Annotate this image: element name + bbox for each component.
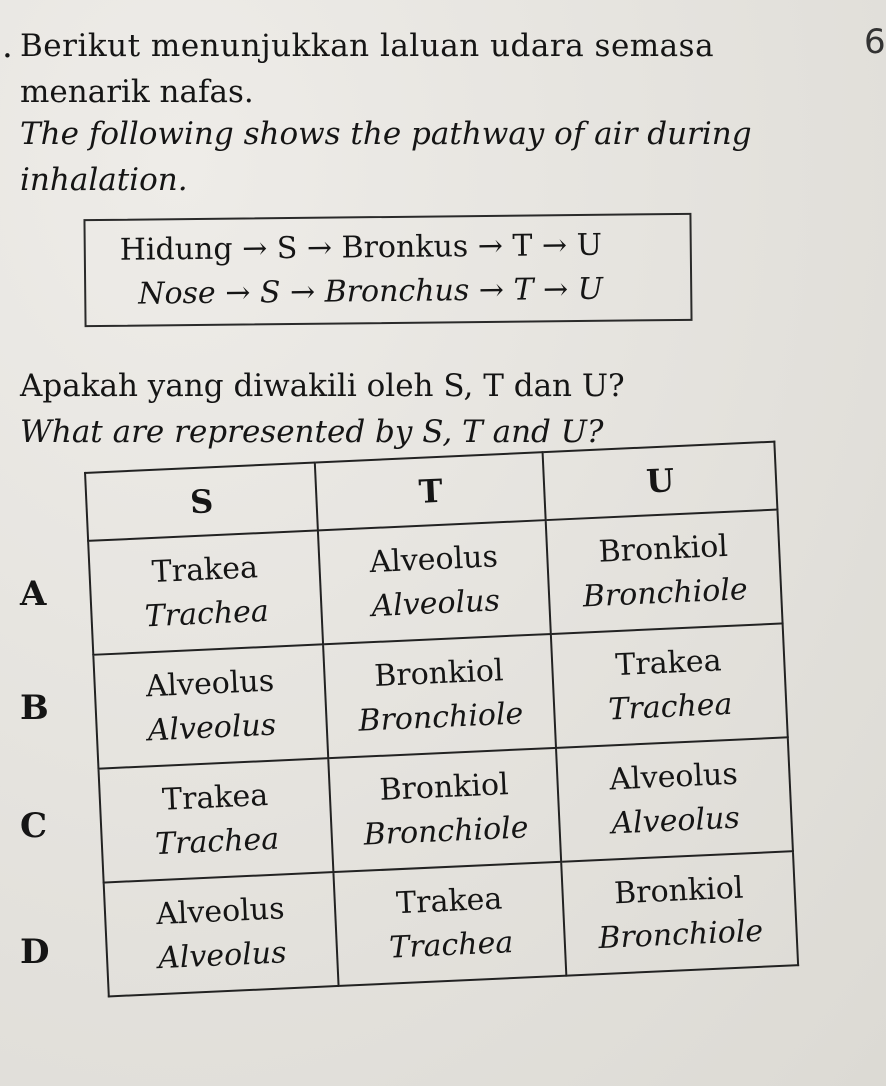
pathway-malay: Hidung → S → Bronkus → T → U: [119, 227, 603, 268]
prompt-malay: Apakah yang diwakili oleh S, T dan U?: [20, 368, 625, 404]
cell-malay: Alveolus: [145, 663, 275, 705]
question-malay-line1: Berikut menunjukkan laluan udara semasa: [20, 28, 715, 64]
cell-english: Trachea: [144, 593, 270, 635]
cell-english: Alveolus: [157, 935, 288, 977]
cell-malay: Bronkiol: [378, 767, 510, 808]
cell-english: Trachea: [154, 821, 280, 863]
margin-mark: 6: [864, 22, 886, 62]
option-label-c[interactable]: C: [20, 806, 48, 846]
cell-malay: Trakea: [161, 777, 269, 818]
cell-english: Alveolus: [147, 707, 277, 749]
cell-b-t: [324, 634, 557, 758]
cell-malay: Trakea: [151, 550, 259, 591]
option-label-d[interactable]: D: [20, 932, 50, 972]
cell-malay: Bronkiol: [373, 653, 505, 695]
cell-malay: Trakea: [395, 881, 503, 922]
pathway-english: Nose → S → Bronchus → T → U: [138, 271, 604, 312]
cell-malay: Alveolus: [155, 891, 286, 933]
question-malay-line2: menarik nafas.: [20, 74, 254, 110]
cell-english: Alveolus: [610, 800, 741, 842]
cell-d-t: [334, 862, 567, 986]
cell-english: Bronchiole: [357, 696, 525, 739]
cell-malay: Bronkiol: [597, 528, 729, 570]
cell-d-u: [561, 851, 798, 975]
cell-c-u: [556, 737, 793, 861]
cell-a-s: [88, 530, 323, 654]
cell-english: Trachea: [388, 925, 514, 966]
cell-a-t: [318, 520, 551, 644]
answer-table-wrap: [84, 439, 837, 998]
prompt-english: What are represented by S, T and U?: [20, 414, 604, 450]
question-bullet: .: [2, 26, 13, 66]
option-label-b[interactable]: B: [20, 688, 49, 728]
header-t: T: [315, 452, 546, 530]
cell-c-t: [329, 748, 562, 872]
header-s: S: [85, 462, 318, 540]
option-label-a[interactable]: A: [20, 574, 47, 614]
cell-a-u: [546, 510, 783, 634]
cell-english: Bronchiole: [582, 572, 749, 615]
cell-malay: Bronkiol: [613, 870, 745, 912]
header-u: U: [543, 442, 778, 520]
cell-english: Bronchiole: [362, 810, 530, 853]
cell-b-u: [551, 623, 788, 747]
cell-malay: Alveolus: [608, 756, 739, 798]
cell-english: Alveolus: [370, 583, 501, 625]
cell-malay: Trakea: [614, 643, 723, 684]
cell-c-s: [98, 758, 333, 882]
question-english-line2: inhalation.: [20, 162, 188, 198]
question-english-line1: The following shows the pathway of air during: [20, 116, 752, 152]
cell-b-s: [93, 644, 328, 768]
cell-malay: Alveolus: [368, 539, 499, 581]
cell-english: Bronchiole: [597, 913, 764, 957]
pathway-box: [83, 213, 692, 327]
cell-english: Trachea: [607, 686, 734, 728]
answer-table: [84, 441, 799, 998]
cell-d-s: [104, 872, 339, 996]
